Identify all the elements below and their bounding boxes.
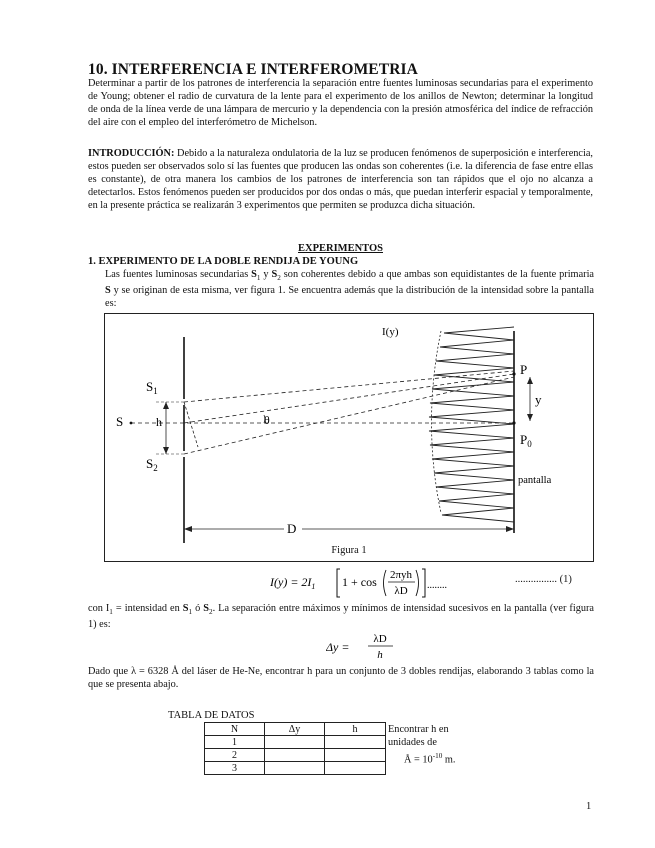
table-header-row (205, 723, 386, 736)
eq1-numerator: 2πyh (389, 569, 413, 581)
table-header-h: h (325, 723, 386, 736)
symbol-s: S (105, 284, 111, 296)
label-theta: θ (264, 413, 270, 427)
eq1-left-bracket (337, 569, 340, 597)
experiment-1-heading: 1. EXPERIMENTO DE LA DOBLE RENDIJA DE YOUNG (88, 256, 359, 267)
figure-1-double-slit-diagram (104, 313, 594, 562)
table-title: TABLA DE DATOS (168, 710, 255, 721)
label-p0-main: P (520, 432, 528, 447)
page-number: 1 (586, 801, 592, 812)
objective-paragraph: Determinar a partir de los patrones de interferencia la separación entre fuentes luminosas secundarias para el experimento de Young; obtener el radio de curvatura de la lente para el experimento de los anillos de Newton; determinar la longitud de onda de la línea verde de una lámpara de mercurio y la dependencia con la presión atmosférica del índice de refracción del aire con el empleo del interferómetro de Michelson. (88, 78, 593, 128)
eq1-left-paren (384, 570, 387, 596)
eq2-numerator: λD (373, 633, 387, 645)
table-cell (325, 762, 386, 775)
equation-1 (270, 566, 455, 600)
label-h: h (156, 415, 162, 429)
subscript: 2 (277, 274, 281, 283)
text-run: son coherentes debido a que ambas son equidistantes de la fuente primaria (280, 269, 594, 280)
data-table (204, 722, 386, 775)
label-p: P (520, 362, 528, 377)
label-p0-sub: 0 (527, 439, 532, 449)
table-cell (265, 762, 325, 775)
table-header-n: N (205, 723, 265, 736)
intensity-envelope (432, 331, 442, 513)
table-cell (325, 749, 386, 762)
table-cell: 3 (205, 762, 265, 775)
label-y: y (535, 392, 542, 407)
label-s2-main: S (146, 456, 154, 471)
eq1-denominator: λD (394, 585, 408, 597)
eq2-lhs: Δy = (326, 640, 350, 654)
label-pantalla: pantalla (518, 475, 552, 486)
table-cell: 2 (205, 749, 265, 762)
table-cell: 1 (205, 736, 265, 749)
symbol-s2: S (271, 269, 278, 280)
label-s2 (146, 456, 158, 473)
superscript: -10 (432, 751, 443, 760)
table-note (388, 724, 498, 767)
eq1-lhs-sub: 1 (311, 582, 316, 591)
symbol-s2: S (203, 603, 209, 614)
h-arrow-top (163, 402, 169, 409)
label-s2-sub: 2 (153, 463, 158, 473)
experiment-1-paragraph (105, 269, 594, 311)
text-run: Las fuentes luminosas secundarias (105, 269, 252, 280)
label-s1 (146, 379, 158, 396)
d-arrow-left (184, 526, 192, 532)
h-arrow-bottom (163, 447, 169, 454)
laser-paragraph: Dado que λ = 6328 Å del láser de He-Ne, encontrar h para un conjunto de 3 dobles rendijas, elaborando 3 tablas como la que se presenta abajo. (88, 666, 594, 690)
table-row (205, 736, 386, 749)
text-run: . La separación entre máximos y mínimos de intensidad sucesivos en la pantalla (ver figura 1) es: (88, 603, 595, 630)
introduction-paragraph (88, 148, 593, 213)
label-d: D (287, 521, 297, 536)
label-p0 (520, 432, 532, 449)
eq1-dots: ........ (427, 580, 447, 591)
figure-caption: Figura 1 (331, 545, 367, 556)
text-run: Å = 10 (404, 754, 433, 766)
source-marker (130, 422, 133, 425)
subscript: 1 (188, 608, 193, 617)
equation-2 (326, 631, 406, 663)
eq1-lhs-main: I(y) = 2I (270, 575, 312, 589)
eq2-denominator: h (377, 649, 383, 661)
table-row (205, 749, 386, 762)
introduction-text: Debido a la naturaleza ondulatoria de la luz se producen fenómenos de superposición e interferencia, estos pueden ser observados solo sí las fuentes que producen las ondas son coherentes (i.e. la diferencia de fase entre ellas es constante), de otra manera los cambios de los patrones de interferencia son tan rápidos que el ojo no alcanza a detectarlos. Estos fenómenos pueden ser producidos por dos ondas o más, que puedan interferir espacial y temporalmente, en la presente práctica se realizarán 3 experimentos que permiten se produzca dicha situación. (88, 148, 593, 211)
table-note-line: Encontrar h en (388, 724, 449, 735)
y-arrow-top (527, 377, 533, 384)
eq1-number-label: (1) (559, 574, 572, 585)
document-title: 10. INTERFERENCIA E INTERFEROMETRIA (88, 61, 418, 78)
symbol-s1: S (251, 269, 257, 280)
table-note-line: unidades de (388, 736, 437, 748)
table-cell (265, 736, 325, 749)
eq1-lhs (270, 575, 315, 591)
text-run: = intensidad en (112, 603, 183, 614)
eq1-right-paren (416, 570, 419, 596)
eq1-right-bracket (422, 569, 425, 597)
subscript: 1 (109, 608, 113, 617)
table-header-delta-y: Δy (265, 723, 325, 736)
label-s: S (116, 414, 124, 429)
intensity-definition-paragraph (88, 603, 594, 632)
eq1-one-plus-cos: 1 + cos (342, 575, 377, 589)
point-p-marker (512, 372, 515, 375)
text-run: y se originan de esta misma, ver figura 1. Se encuentra además que la distribución de la intensidad sobre la pantalla es: (105, 284, 594, 309)
table-cell (265, 749, 325, 762)
d-arrow-right (506, 526, 514, 532)
text-run: m. (442, 754, 456, 766)
eq1-number-dots: ................ (515, 574, 557, 585)
equation-1-number (515, 574, 572, 585)
y-arrow-bottom (527, 414, 533, 421)
symbol-s1: S (182, 603, 189, 614)
introduction-label: INTRODUCCIÓN: (88, 148, 175, 159)
point-p0-marker (512, 421, 515, 424)
subscript: 1 (256, 274, 261, 283)
experiments-heading: EXPERIMENTOS (298, 243, 383, 254)
text-run: y (260, 269, 272, 280)
label-s1-sub: 1 (153, 386, 158, 396)
table-row (205, 762, 386, 775)
text-run: con I (88, 603, 110, 614)
label-iy: I(y) (382, 326, 399, 338)
intensity-pattern (429, 327, 514, 522)
table-cell (325, 736, 386, 749)
subscript: 2 (209, 608, 213, 617)
table-note-line (388, 750, 498, 767)
path-difference-line (184, 402, 198, 447)
text-run: ó (192, 603, 204, 614)
label-s1-main: S (146, 379, 154, 394)
